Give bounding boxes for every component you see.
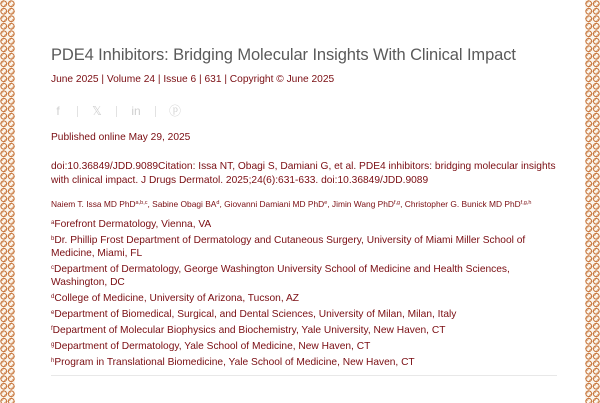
affiliation-item: $^f$Department of Molecular Biophysics and Biochemistry, Yale University, New Haven, CT	[51, 325, 446, 336]
author: Christopher G. Bunick MD PhD$^{f,g,h}$	[404, 199, 532, 209]
affiliation-item: $^h$Program in Translational Biomedicine, Yale School of Medicine, New Haven, CT	[51, 357, 415, 368]
decorative-border-left	[0, 0, 15, 403]
author: Giovanni Damiani MD PhD$^e$,	[224, 199, 332, 209]
social-share-bar	[51, 103, 557, 119]
affiliation-item: $^e$Department of Biomedical, Surgical, and Dental Sciences, University of Milan, Milan, Italy	[51, 309, 457, 320]
affiliation-item: $^g$Department of Dermatology, Yale School of Medicine, New Haven, CT	[51, 341, 371, 352]
author-list	[51, 197, 557, 210]
affiliation-item: $^a$Forefront Dermatology, Vienna, VA	[51, 219, 212, 230]
affiliation-item: $^c$Department of Dermatology, George Washington University School of Medicine and Health Sciences, Washington, DC	[51, 264, 510, 288]
author: Naiem T. Issa MD PhD$^{a,b,c}$,	[51, 199, 153, 209]
divider	[77, 106, 78, 117]
decorative-border-right	[585, 0, 600, 403]
affiliation-item: $^b$Dr. Phillip Frost Department of Dermatology and Cutaneous Surgery, University of Miami Miller School of Medicine, Miami, FL	[51, 235, 526, 259]
published-date: Published online May 29, 2025	[51, 132, 191, 143]
article-title: PDE4 Inhibitors: Bridging Molecular Insights With Clinical Impact	[51, 46, 516, 64]
issue-meta: June 2025 | Volume 24 | Issue 6 | 631 | Copyright © June 2025	[51, 74, 335, 85]
article-header	[51, 44, 557, 376]
author: Jimin Wang PhD$^{f,g}$,	[331, 199, 405, 209]
divider	[155, 106, 156, 117]
doi-citation: doi:10.36849/JDD.9089Citation: Issa NT, Obagi S, Damiani G, et al. PDE4 inhibitors: bridging molecular insights with clinical impact. J Drugs Dermatol. 2025;24(6):631-633. doi:10.36849/JDD.9089	[51, 161, 556, 186]
affiliation-item: $^d$College of Medicine, University of Arizona, Tucson, AZ	[51, 293, 299, 304]
pinterest-icon[interactable]: ⓟ	[168, 104, 181, 118]
divider	[116, 106, 117, 117]
author: Sabine Obagi $BA^d$,	[152, 199, 225, 209]
linkedin-icon[interactable]: in	[131, 104, 141, 118]
affiliation-list	[51, 217, 557, 369]
divider	[51, 375, 557, 376]
x-twitter-icon[interactable]: 𝕏	[92, 104, 102, 118]
facebook-icon[interactable]: f	[56, 104, 60, 118]
